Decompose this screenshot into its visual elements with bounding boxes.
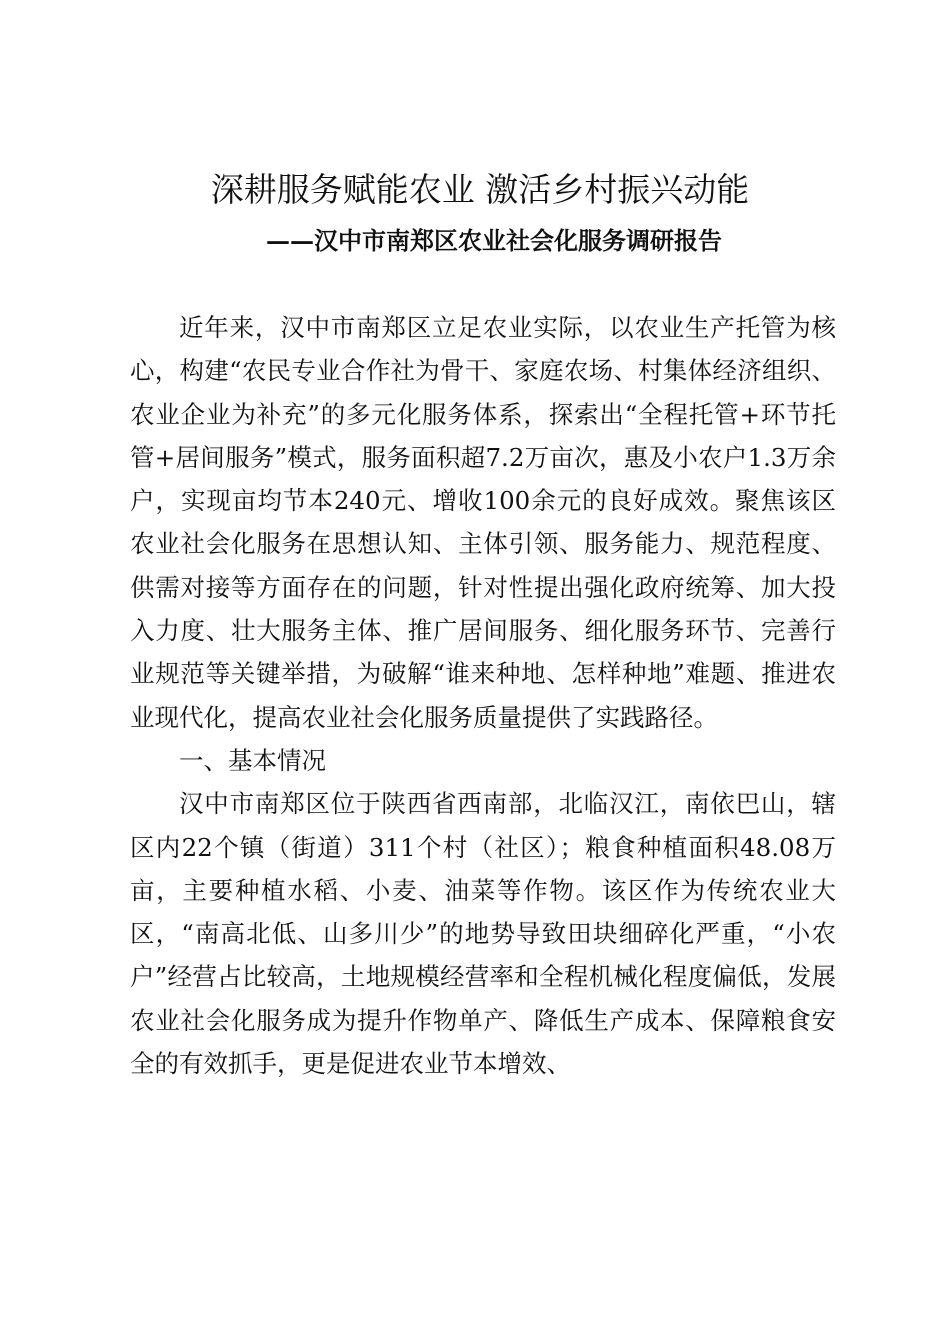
document-title: 深耕服务赋能农业 激活乡村振兴动能 bbox=[210, 170, 750, 209]
section-paragraph-basic-situation: 汉中市南郑区位于陕西省西南部，北临汉江，南依巴山，辖区内22个镇（街道）311个村（社区）；粮食种植面积48.08万亩，主要种植水稻、小麦、油菜等作物。该区作为传统农业大区，“南高北低、山多川少”的地势导致田块细碎化严重，“小农户”经营占比较高，土地规模经营率和全程机械化程度偏低，发展农业社会化服务成为提升作物单产、降低生产成本、保障粮食安全的有效抓手，更是促进农业节本增效、 bbox=[130, 789, 836, 1079]
document-subtitle: ——汉中市南郑区农业社会化服务调研报告 bbox=[266, 226, 722, 255]
document-body bbox=[130, 306, 836, 1085]
section-heading-basic-situation: 一、基本情况 bbox=[179, 745, 326, 775]
intro-paragraph: 近年来，汉中市南郑区立足农业实际，以农业生产托管为核心，构建“农民专业合作社为骨干、家庭农场、村集体经济组织、农业企业为补充”的多元化服务体系，探索出“全程托管+环节托管+居间服务”模式，服务面积超7.2万亩次，惠及小农户1.3万余户，实现亩均节本240元、增收100余元的良好成效。聚焦该区农业社会化服务在思想认知、主体引领、服务能力、规范程度、供需对接等方面存在的问题，针对性提出强化政府统筹、加大投入力度、壮大服务主体、推广居间服务、细化服务环节、完善行业规范等关键举措，为破解“谁来种地、怎样种地”难题、推进农业现代化，提高农业社会化服务质量提供了实践路径。 bbox=[130, 313, 836, 732]
